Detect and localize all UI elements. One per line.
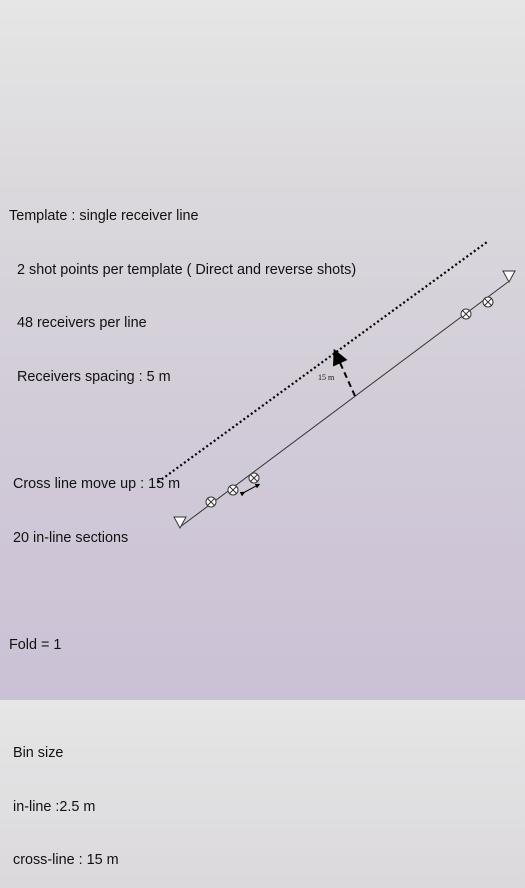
receiver-icon bbox=[483, 297, 493, 307]
text-line-in-line: in-line :2.5 m bbox=[9, 798, 96, 815]
text-line-template: Template : single receiver line bbox=[9, 207, 199, 224]
text-line-bin-size: Bin size bbox=[9, 744, 64, 761]
receiver-icon bbox=[461, 309, 471, 319]
receiver-icon bbox=[249, 473, 259, 483]
text-line-receiver-spacing: Receivers spacing : 5 m bbox=[9, 368, 171, 385]
text-line-sections: 20 in-line sections bbox=[9, 530, 129, 547]
text-line-fold: Fold = 1 bbox=[9, 637, 62, 654]
text-line-receivers: 48 receivers per line bbox=[9, 315, 147, 332]
receiver-icon bbox=[228, 485, 238, 495]
text-line-cross-line-move: Cross line move up : 15 m bbox=[9, 476, 181, 493]
shot-point-triangle-icon bbox=[174, 517, 186, 528]
move-up-arrow bbox=[337, 356, 355, 396]
text-line-cross-line: cross-line : 15 m bbox=[9, 852, 119, 869]
receiver-icon bbox=[206, 497, 216, 507]
offset-label: 15 m bbox=[318, 373, 335, 382]
text-line-shot-points: 2 shot points per template ( Direct and reverse shots) bbox=[9, 261, 357, 278]
receiver-spacing-arrow bbox=[243, 485, 258, 493]
shot-point-triangle-icon bbox=[503, 271, 515, 282]
next-receiver-line bbox=[158, 242, 487, 482]
